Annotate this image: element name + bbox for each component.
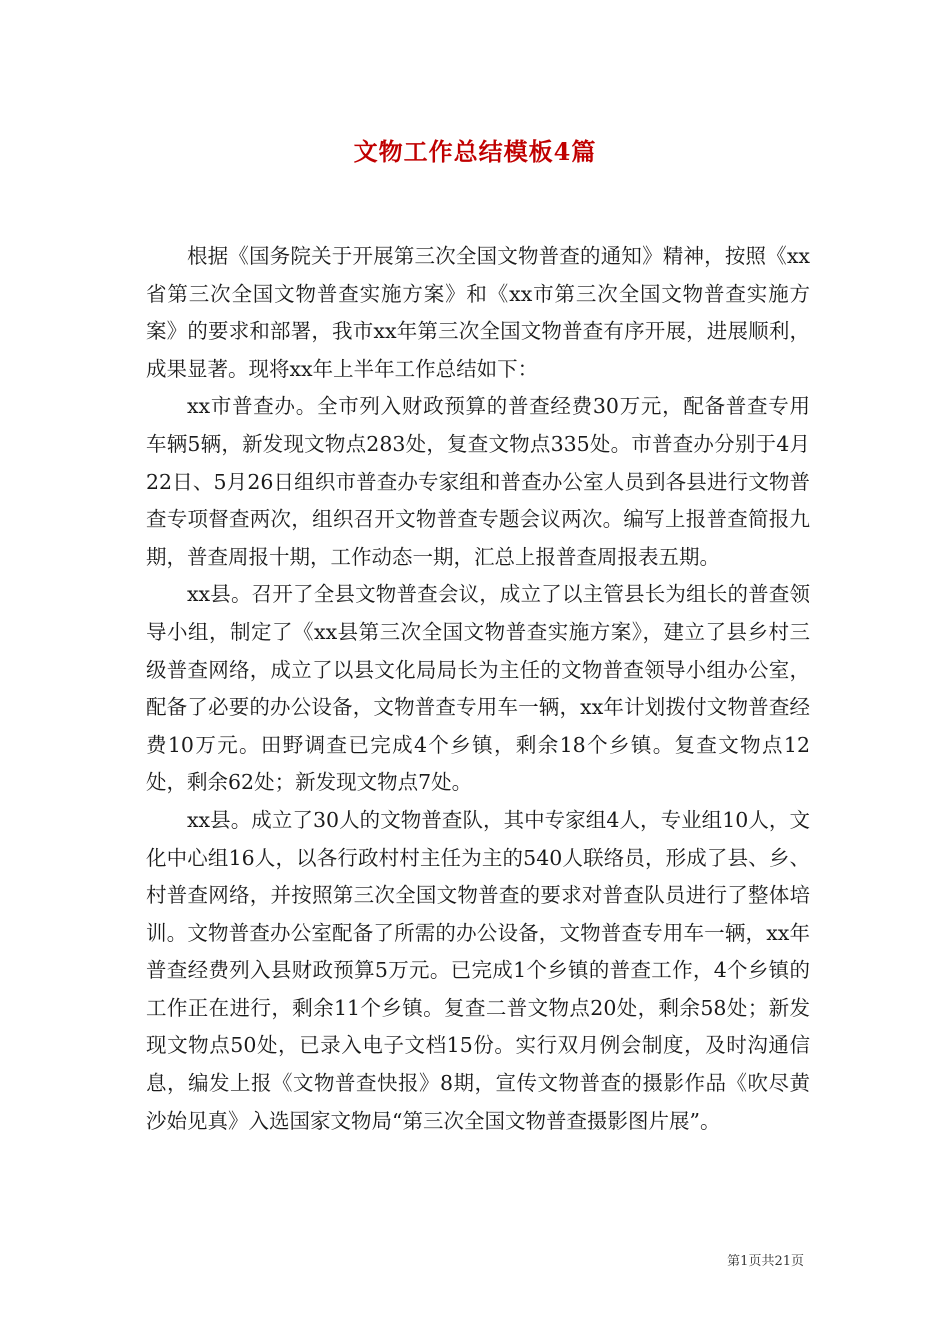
page-number-footer: 第1页共21页	[727, 1254, 804, 1269]
paragraph-intro: 根据《国务院关于开展第三次全国文物普查的通知》精神，按照《xx省第三次全国文物普查实施方案》和《xx市第三次全国文物普查实施方案》的要求和部署，我市xx年第三次全国文物普查有序开展，进展顺利，成果显著。现将xx年上半年工作总结如下：	[146, 244, 810, 381]
paragraph-county-a: xx县。召开了全县文物普查会议，成立了以主管县长为组长的普查领导小组，制定了《xx县第三次全国文物普查实施方案》，建立了县乡村三级普查网络，成立了以县文化局局长为主任的文物普查领导小组办公室，配备了必要的办公设备，文物普查专用车一辆，xx年计划拨付文物普查经费10万元。田野调查已完成4个乡镇，剩余18个乡镇。复查文物点12处，剩余62处；新发现文物点7处。	[146, 582, 810, 795]
paragraph-county-b: xx县。成立了30人的文物普查队，其中专家组4人，专业组10人，文化中心组16人，以各行政村村主任为主的540人联络员，形成了县、乡、村普查网络，并按照第三次全国文物普查的要求对普查队员进行了整体培训。文物普查办公室配备了所需的办公设备，文物普查专用车一辆，xx年普查经费列入县财政预算5万元。已完成1个乡镇的普查工作，4个乡镇的工作正在进行，剩余11个乡镇。复查二普文物点20处，剩余58处；新发现文物点50处，已录入电子文档15份。实行双月例会制度，及时沟通信息，编发上报《文物普查快报》8期，宣传文物普查的摄影作品《吹尽黄沙始见真》入选国家文物局“第三次全国文物普查摄影图片展”。	[146, 807, 810, 1133]
document-title: 文物工作总结模板4篇	[353, 137, 597, 166]
paragraph-city-office: xx市普查办。全市列入财政预算的普查经费30万元，配备普查专用车辆5辆，新发现文物点283处，复查文物点335处。市普查办分别于4月22日、5月26日组织市普查办专家组和普查办公室人员到各县进行文物普查专项督查两次，组织召开文物普查专题会议两次。编写上报普查简报九期，普查周报十期，工作动态一期，汇总上报普查周报表五期。	[146, 394, 810, 569]
document-body	[146, 238, 810, 1140]
